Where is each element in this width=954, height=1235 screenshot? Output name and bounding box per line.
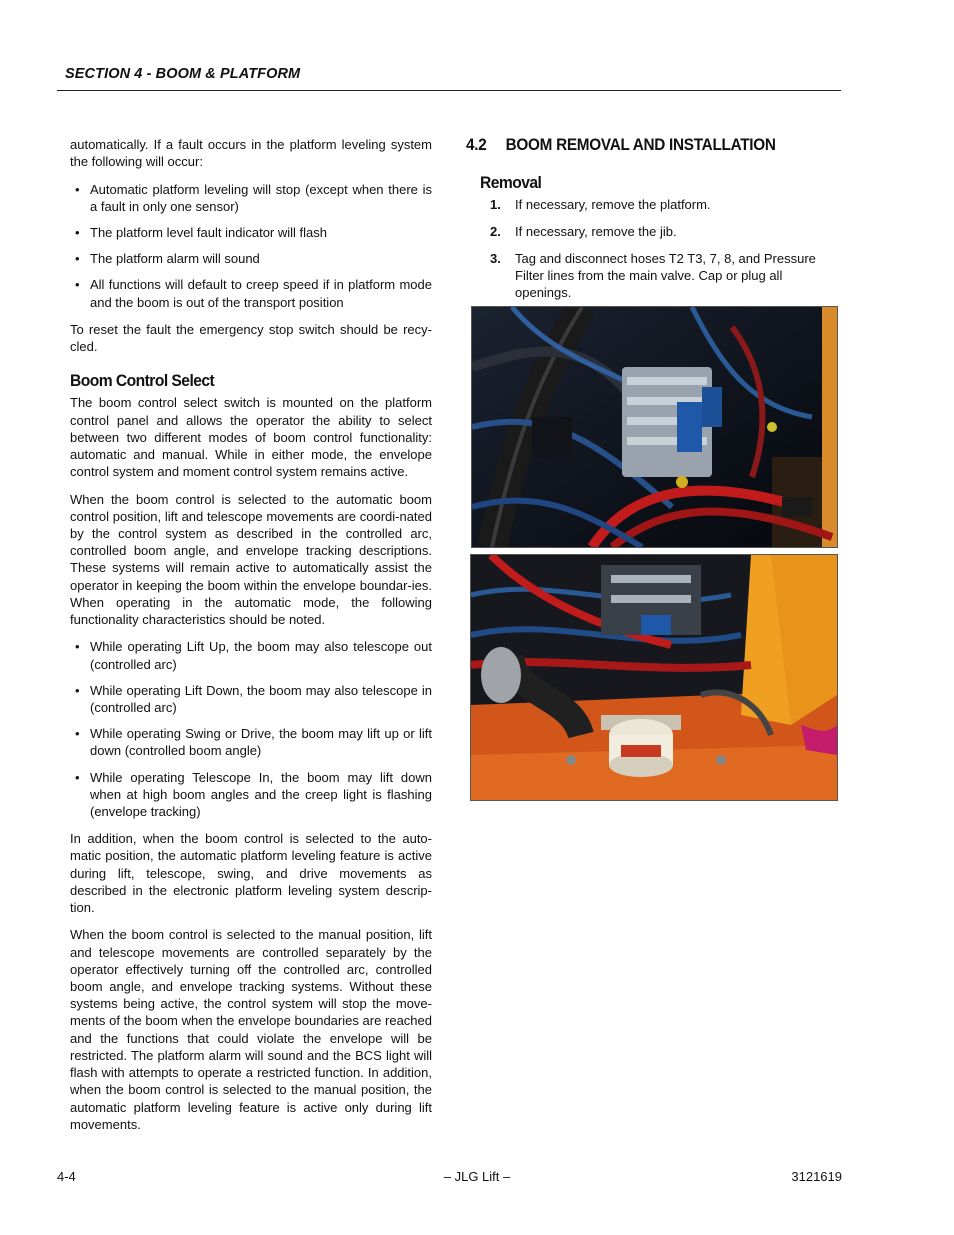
left-column (70, 136, 432, 1143)
main-valve-photo (471, 306, 838, 548)
section-number: 4.2 (466, 135, 487, 154)
boom-control-paragraph-4: When the boom control is selected to the manual position, lift and telescope movements are controlled separately by the operator effectively turning off the controlled arc, controlled boom angle, and envelope tracking systems. Without these systems being active, the control system will stop the move-ments of the boom when the envelope boundaries are reached and the functions that could violate the envelope will be restricted. The platform alarm will sound and the BCS light will flash with attempts to operate a restricted function. In addition, when the boom control is selected to the manual position, the automatic platform leveling feature is active only during lift movements. (70, 927, 432, 1132)
list-item: • The platform level fault indicator will flash (70, 224, 432, 241)
step-number: 3. (490, 250, 501, 266)
reset-paragraph: To reset the fault the emergency stop switch should be recy-cled. (70, 321, 432, 355)
list-item: • The platform alarm will sound (70, 250, 432, 267)
list-item: • While operating Lift Up, the boom may also telescope out (controlled arc) (70, 638, 432, 672)
page-number: 4-4 (57, 1169, 76, 1184)
section-heading (466, 136, 804, 153)
list-item: • While operating Telescope In, the boom may lift down when at high boom angles and the creep light is flashing (envelope tracking) (70, 769, 432, 821)
boom-control-paragraph-2: When the boom control is selected to the automatic boom control position, lift and telescope movements are coordi-nated by the control system as described in the controlled arc, controlled boom angle, and envelope tracking descriptions. These systems will remain active to automatically assist the operator in keeping the boom within the envelope boundar-ies. When operating in the automatic mode, the following functionality characteristics should be noted. (70, 491, 432, 628)
list-item: • Automatic platform leveling will stop (except when there is a fault in only one sensor) (70, 181, 432, 215)
list-item: • While operating Swing or Drive, the boom may lift up or lift down (controlled boom angle) (70, 725, 432, 759)
list-item (466, 223, 842, 240)
step-text: If necessary, remove the platform. (515, 197, 711, 213)
right-column (466, 136, 842, 311)
step-text: Tag and disconnect hoses T2 T3, 7, 8, and Pressure Filter lines from the main valve. Cap or plug all openings. (515, 250, 816, 301)
section-heading-title: BOOM REMOVAL AND INSTALLATION (505, 135, 776, 154)
page-header (57, 66, 841, 91)
turntable-hoses-photo (470, 554, 838, 801)
list-item (466, 250, 842, 302)
list-item: • While operating Lift Down, the boom may also telescope in (controlled arc) (70, 682, 432, 716)
intro-paragraph: automatically. If a fault occurs in the platform leveling system the following will occur: (70, 137, 432, 170)
boom-control-paragraph-3: In addition, when the boom control is selected to the auto-matic position, the automatic platform leveling feature is active during lift, telescope, swing, and drive movements as described in the electronic platform leveling system descrip-tion. (70, 831, 432, 916)
step-number: 2. (490, 224, 501, 240)
footer-center-text: – JLG Lift – (443, 1169, 511, 1184)
boom-control-paragraph-1: The boom control select switch is mounted on the platform control panel and allows the operator the ability to select between two different modes of boom control functionality: automatic and manual. While in either mode, the envelope control system and moment control system remains active. (70, 395, 432, 480)
fault-bullet-list (70, 181, 432, 311)
step-text: If necessary, remove the jib. (515, 224, 677, 240)
section-title: SECTION 4 - BOOM & PLATFORM (65, 66, 301, 82)
list-item: • All functions will default to creep speed if in platform mode and the boom is out of the transport position (70, 276, 432, 310)
removal-steps (466, 196, 842, 301)
automatic-mode-bullet-list (70, 638, 432, 820)
boom-control-heading: Boom Control Select (70, 371, 215, 391)
list-item (466, 196, 842, 213)
removal-heading: Removal (480, 173, 542, 193)
document-number: 3121619 (791, 1169, 842, 1184)
step-number: 1. (490, 197, 501, 213)
